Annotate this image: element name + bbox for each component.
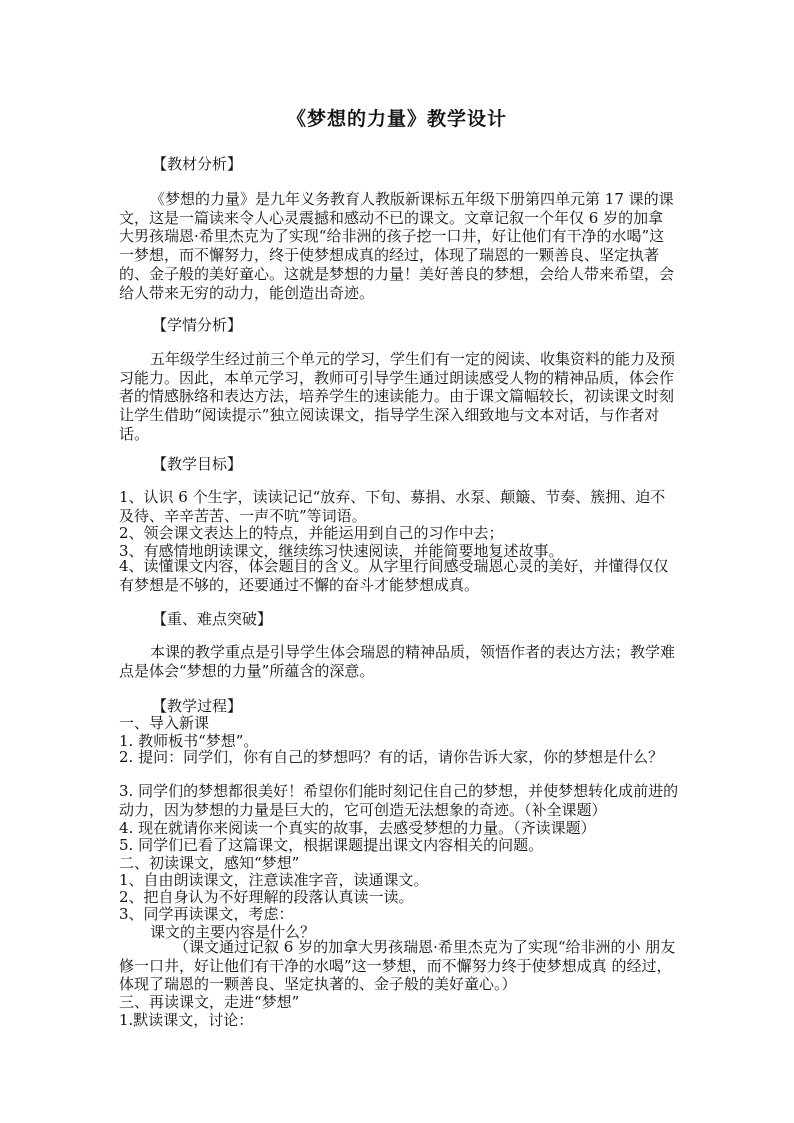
heading-teaching-goals: 【教学目标】: [152, 455, 243, 473]
process-line: 3. 同学们的梦想都很美好！希望你们能时刻记住自己的梦想，并使梦想转化成前进的动力，因为梦想的力量是巨大的，它可创造无法想象的奇迹。（补全课题）: [119, 782, 679, 819]
process-line: 一、导入新课: [119, 714, 210, 732]
goal-item-3: 3、有感情地朗读课文，继续练习快速阅读，并能简要地复述故事。: [119, 542, 564, 560]
process-line: 3、同学再读课文，考虑：: [119, 905, 294, 923]
heading-key-points: 【重、难点突破】: [152, 610, 273, 628]
process-line: 1.默读课文，讨论：: [119, 1011, 254, 1029]
material-analysis-text: 《梦想的力量》是九年义务教育人教版新课标五年级下册第四单元第 17 课的课文，这是一篇读来令人心灵震撼和感动不已的课文。文章记叙一个年仅 6 岁的加拿大男孩瑞恩·希里杰克为了实现“给非洲的孩子挖一口井，好让他们有干净的水喝”这一梦想，而不懈努力，终于使梦想成真的经过，体现了瑞恩的一颗善良、坚定执著的、金子般的美好童心。这就是梦想的力量！美好善良的梦想，会给人带来希望，会给人带来无穷的动力，能创造出奇迹。: [119, 190, 675, 302]
process-line: 1、自由朗读课文，注意读准字音，读通课文。: [119, 871, 429, 889]
process-line: 5. 同学们已看了这篇课文，根据课题提出课文内容相关的问题。: [119, 836, 544, 854]
process-line: 三、再读课文，走进“梦想”: [119, 993, 300, 1011]
document-title: 《梦想的力量》教学设计: [286, 108, 507, 130]
heading-student-analysis: 【学情分析】: [152, 316, 243, 334]
student-analysis-text: 五年级学生经过前三个单元的学习，学生们有一定的阅读、收集资料的能力及预习能力。因此，本单元学习，教师可引导学生通过朗读感受人物的精神品质，体会作者的情感脉络和表达方法，培养学生的速读能力。由于课文篇幅较长，初读课文时刻让学生借助“阅读提示”独立阅读课文，指导学生深入细致地与文本对话，与作者对话。: [119, 350, 676, 443]
process-line: 4. 现在就请你来阅读一个真实的故事，去感受梦想的力量。（齐读课题）: [119, 819, 596, 837]
goal-item-4: 4、读懂课文内容，体会题目的含义。从字里行间感受瑞恩心灵的美好，并懂得仅仅有梦想是不够的，还要通过不懈的奋斗才能梦想成真。: [119, 557, 669, 594]
process-line: 2、把自身认为不好理解的段落认真读一读。: [119, 888, 414, 906]
goal-item-2: 2、领会课文表达上的特点，并能运用到自己的习作中去；: [119, 524, 504, 542]
process-line: 1. 教师板书“梦想”。: [119, 732, 259, 750]
process-line: （课文通过记叙 6 岁的加拿大男孩瑞恩·希里杰克为了实现“给非洲的小 朋友修一口井，好让他们有干净的水喝”这一梦想，而不懈努力终于使梦想成真 的经过，体现了瑞恩的一颗善良、坚定执著的、金子般的美好童心。）: [119, 938, 676, 994]
process-line: 2. 提问：同学们，你有自己的梦想吗？有的话，请你告诉大家，你的梦想是什么？: [119, 748, 664, 766]
goal-item-1: 1、认识 6 个生字，读读记记“放弃、下旬、募捐、水泵、颠簸、节奏、簇拥、迫不及待、辛辛苦苦、一声不吭”等词语。: [119, 488, 666, 525]
process-line: 课文的主要内容是什么？: [150, 923, 316, 941]
key-points-text: 本课的教学重点是引导学生体会瑞恩的精神品质，领悟作者的表达方法；教学难点是体会“梦想的力量”所蕴含的深意。: [119, 643, 676, 680]
heading-material-analysis: 【教材分析】: [152, 155, 243, 173]
process-line: 二、初读课文，感知“梦想”: [119, 854, 300, 872]
heading-teaching-process: 【教学过程】: [152, 697, 243, 715]
